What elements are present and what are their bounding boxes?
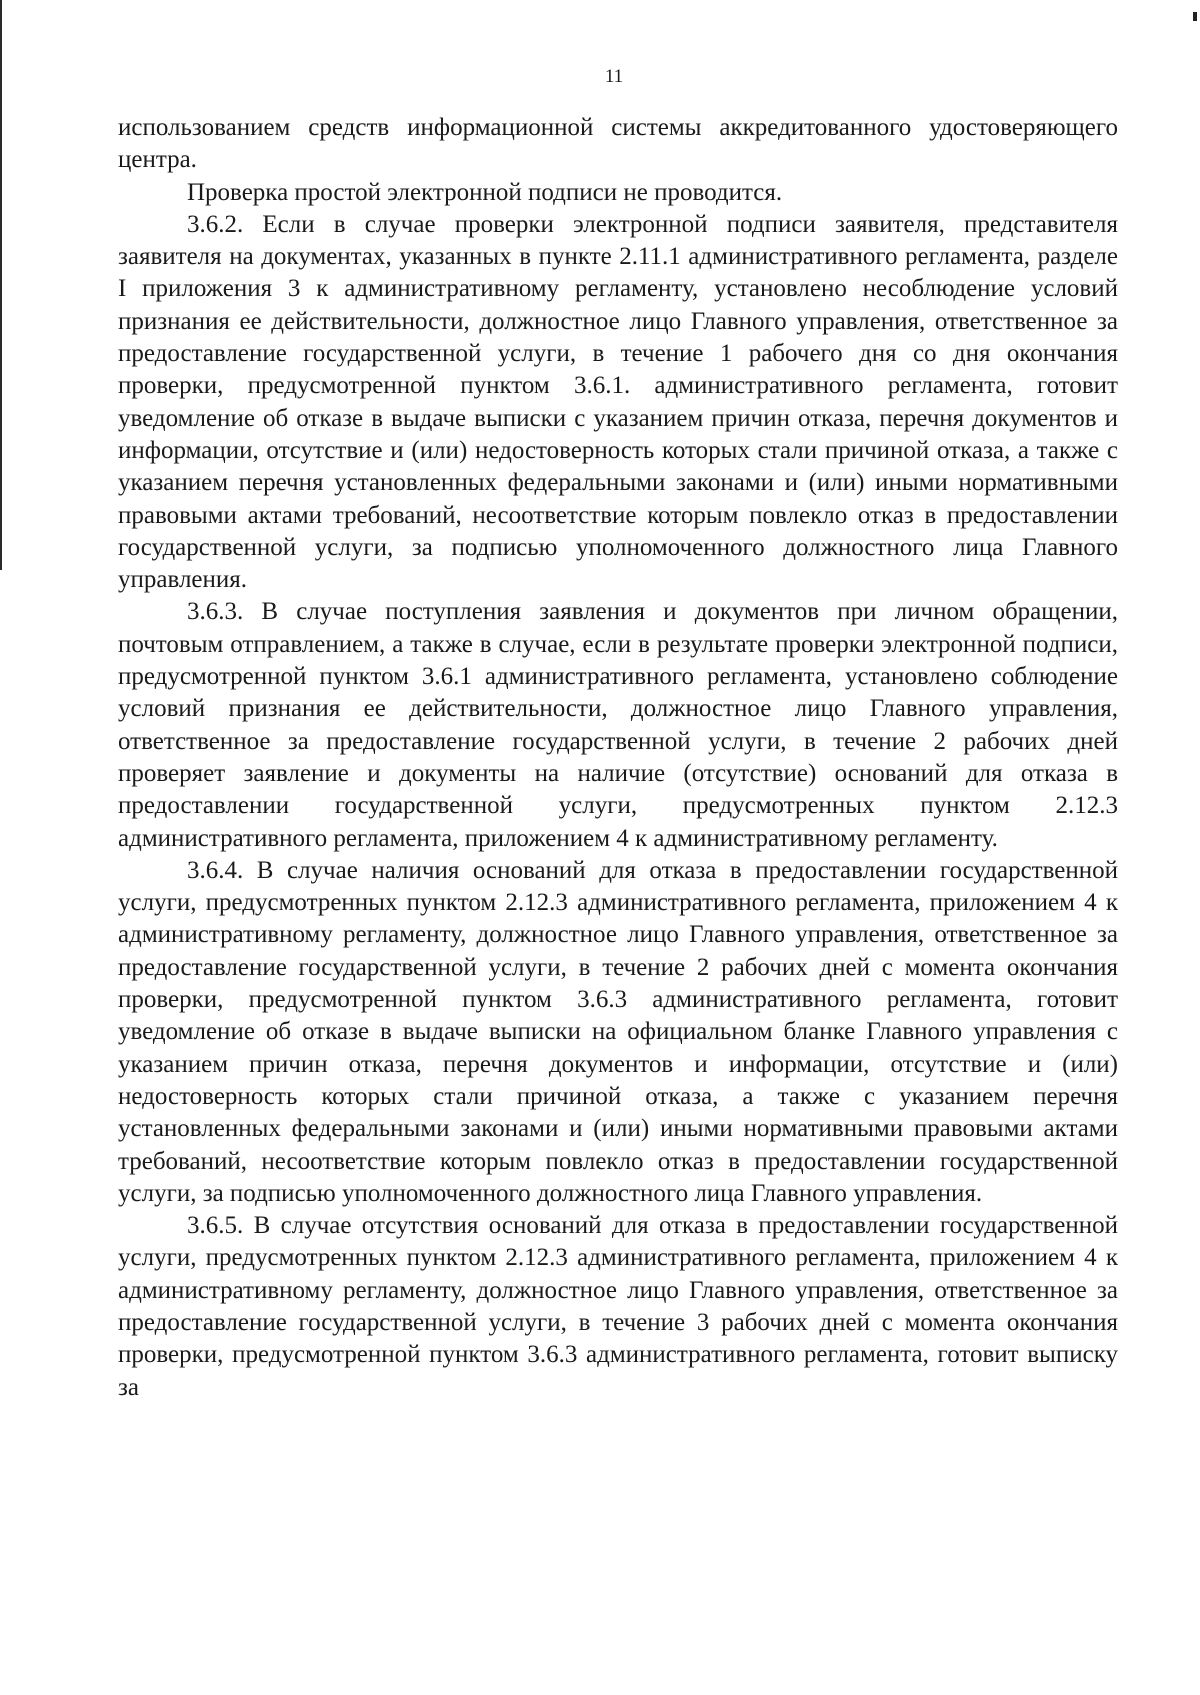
paragraph-3-6-5: 3.6.5. В случае отсутствия оснований для отказа в предоставлении государственной услуги, предусмотренных пунктом 2.12.3 административного регламента, приложением 4 к административному регламенту, должностное лицо Главного управления, ответственное за предоставление государственной услуги, в течение 3 рабочих дней с момента окончания проверки, предусмотренной пунктом 3.6.3 административного регламента, готовит выписку за — [118, 1212, 1118, 1401]
scan-corner-mark — [1193, 12, 1197, 21]
paragraph-3-6-4: 3.6.4. В случае наличия оснований для отказа в предоставлении государственной услуги, предусмотренных пунктом 2.12.3 административного регламента, приложением 4 к административному регламенту, должностное лицо Главного управления, ответственное за предоставление государственной услуги, в течение 2 рабочих дней с момента окончания проверки, предусмотренной пунктом 3.6.3 административного регламента, готовит уведомление об отказе в выдаче выписки на официальном бланке Главного управления с указанием причин отказа, перечня документов и информации, отсутствие и (или) недостоверность которых стали причиной отказа, а также с указанием перечня установленных федеральными законами и (или) иными нормативными правовыми актами требований, несоответствие которым повлекло отказ в предоставлении государственной услуги, за подписью уполномоченного должностного лица Главного управления. — [118, 856, 1118, 1207]
document-body — [118, 112, 1118, 1404]
page-number: 11 — [604, 66, 624, 87]
paragraph-3-6-3: 3.6.3. В случае поступления заявления и документов при личном обращении, почтовым отправлением, а также в случае, если в результате проверки электронной подписи, предусмотренной пунктом 3.6.1 административного регламента, установлено соблюдение условий признания ее действительности, должностное лицо Главного управления, ответственное за предоставление государственной услуги, в течение 2 рабочих дней проверяет заявление и документы на наличие (отсутствие) оснований для отказа в предоставлении государственной услуги, предусмотренных пунктом 2.12.3 административного регламента, приложением 4 к административному регламенту. — [118, 598, 1118, 852]
paragraph-3-6-2: 3.6.2. Если в случае проверки электронной подписи заявителя, представителя заявителя на документах, указанных в пункте 2.11.1 административного регламента, разделе I приложения 3 к административному регламенту, установлено несоблюдение условий признания ее действительности, должностное лицо Главного управления, ответственное за предоставление государственной услуги, в течение 1 рабочего дня со дня окончания проверки, предусмотренной пунктом 3.6.1. административного регламента, готовит уведомление об отказе в выдаче выписки с указанием причин отказа, перечня документов и информации, отсутствие и (или) недостоверность которых стали причиной отказа, а также с указанием перечня установленных федеральными законами и (или) иными нормативными правовыми актами требований, несоответствие которым повлекло отказ в предоставлении государственной услуги, за подписью уполномоченного должностного лица Главного управления. — [118, 210, 1118, 594]
paragraph-continuation: использованием средств информационной системы аккредитованного удостоверяющего центра. — [118, 114, 1118, 174]
paragraph-simple-signature: Проверка простой электронной подписи не проводится. — [187, 178, 783, 206]
